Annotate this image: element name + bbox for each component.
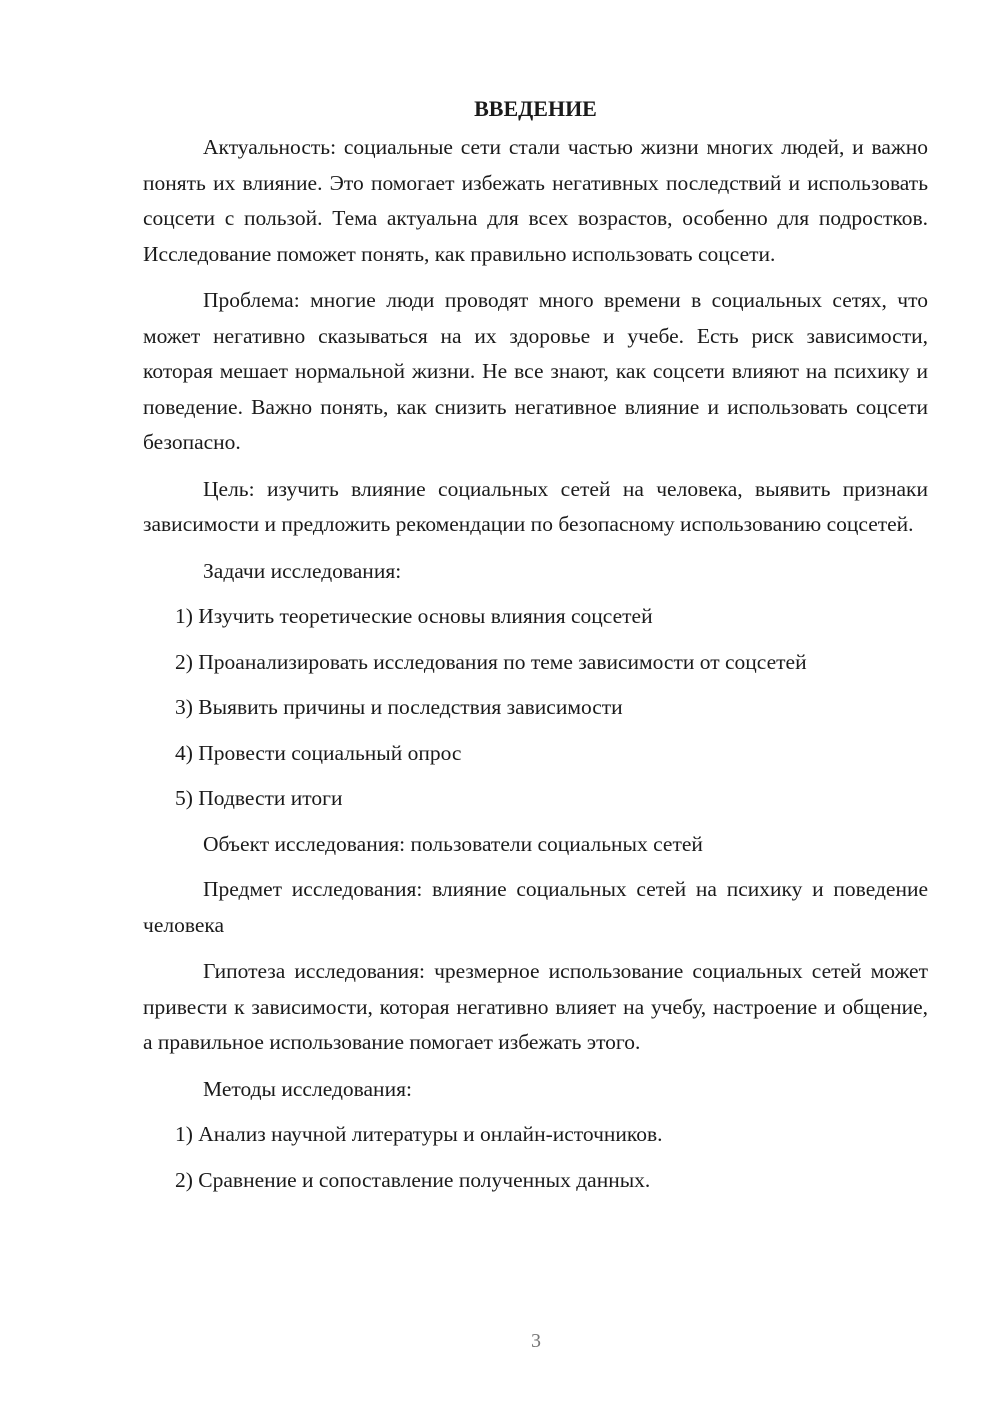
task-item: 5) Подвести итоги [175,786,343,810]
task-item: 4) Провести социальный опрос [175,740,462,765]
hypothesis-paragraph: Гипотеза исследования: чрезмерное использование социальных сетей может привести к зависимости, которая негативно влияет на учебу, настроение и общение, а правильное использование помогает избежать этого. [143,959,928,1054]
method-item: 1) Анализ научной литературы и онлайн-источников. [175,1122,663,1146]
document-page [143,92,928,1208]
task-item: 1) Изучить теоретические основы влияния соцсетей [175,604,653,628]
page-title: ВВЕДЕНИЕ [474,96,597,121]
method-item: 2) Сравнение и сопоставление полученных данных. [175,1167,651,1192]
relevance-paragraph: Актуальность: социальные сети стали частью жизни многих людей, и важно понять их влияние. Это помогает избежать негативных последствий и использовать соцсети с пользой. Тема актуальна для всех возрастов, особенно для подростков. Исследование поможет понять, как правильно использовать соцсети. [143,135,928,266]
tasks-title: Задачи исследования: [203,558,402,583]
task-item: 3) Выявить причины и последствия зависимости [175,695,623,719]
page-number: 3 [531,1330,541,1352]
problem-paragraph: Проблема: многие люди проводят много времени в социальных сетях, что может негативно сказываться на их здоровье и учебе. Есть риск зависимости, которая мешает нормальной жизни. Не все знают, как соцсети влияют на психику и поведение. Важно понять, как снизить негативное влияние и использовать соцсети безопасно. [143,288,928,454]
methods-title: Методы исследования: [203,1076,412,1101]
goal-paragraph: Цель: изучить влияние социальных сетей на человека, выявить признаки зависимости и предложить рекомендации по безопасному использованию соцсетей. [143,476,928,536]
task-item: 2) Проанализировать исследования по теме зависимости от соцсетей [175,649,807,674]
object-line: Объект исследования: пользователи социальных сетей [203,831,703,856]
subject-paragraph: Предмет исследования: влияние социальных сетей на психику и поведение человека [143,877,928,937]
